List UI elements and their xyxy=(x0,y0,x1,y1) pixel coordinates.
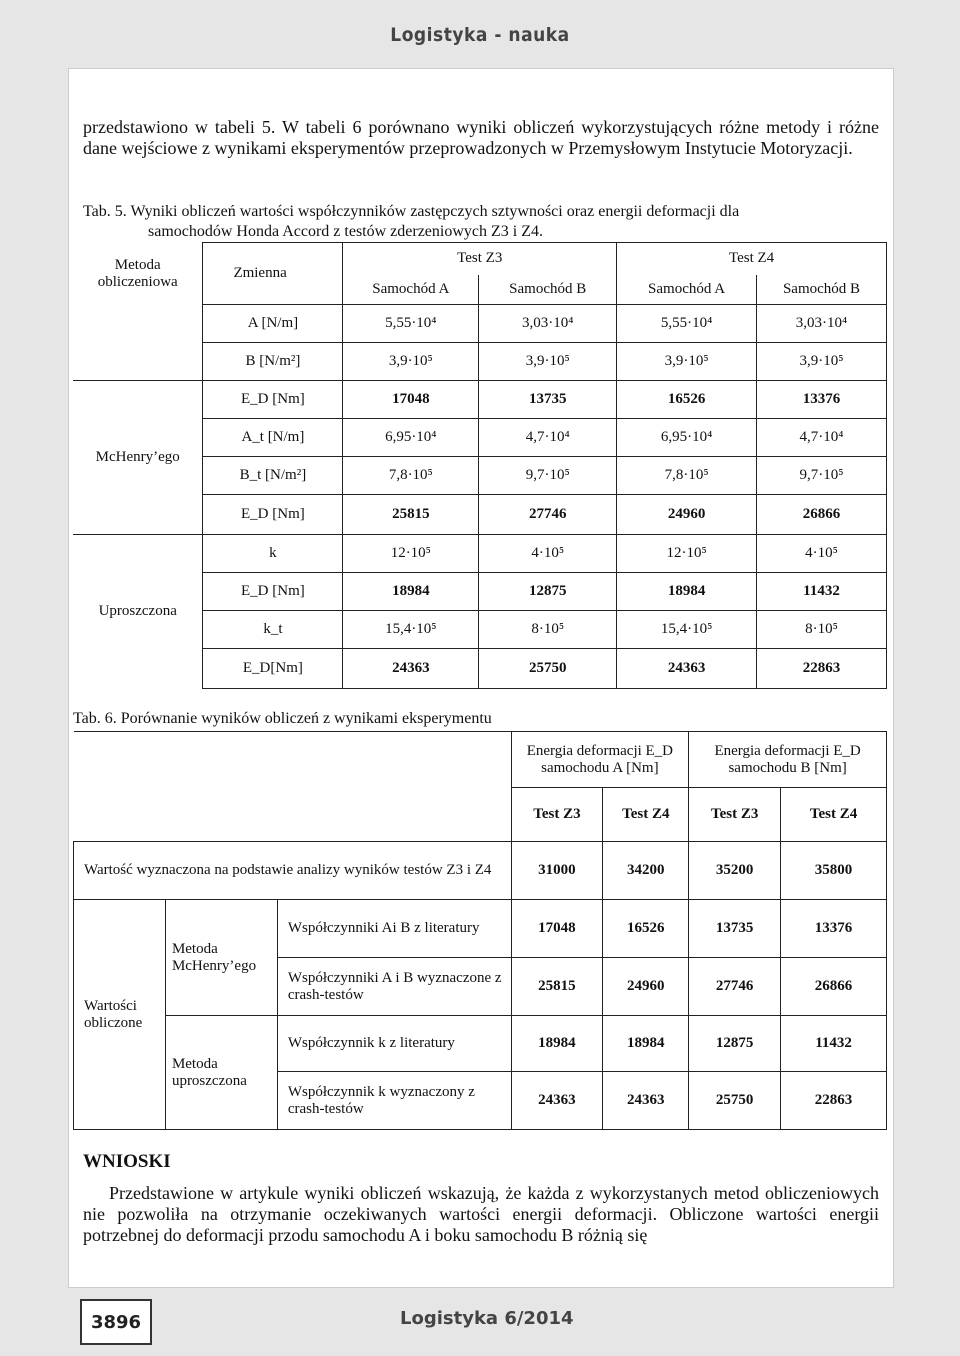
header-samochod-b: Samochód B xyxy=(479,275,617,305)
value-cell: 3,9·10⁵ xyxy=(617,343,757,381)
value-cell: 18984 xyxy=(603,1016,689,1072)
var-cell: E_D [Nm] xyxy=(203,573,343,611)
var-cell: k xyxy=(203,535,343,573)
header-test-z3: Test Z3 xyxy=(343,243,617,275)
value-cell: 35200 xyxy=(689,842,781,900)
value-cell: 4·10⁵ xyxy=(757,535,887,573)
value-cell: 22863 xyxy=(781,1072,887,1130)
header-metoda: Metoda obliczeniowa xyxy=(73,243,203,305)
value-cell: 31000 xyxy=(511,842,603,900)
value-cell: 3,9·10⁵ xyxy=(479,343,617,381)
value-cell: 26866 xyxy=(781,958,887,1016)
header-samochod-b: Samochód B xyxy=(757,275,887,305)
method-uproszczona: Metoda uproszczona xyxy=(165,1016,277,1130)
value-cell: 8·10⁵ xyxy=(757,611,887,649)
running-header: Logistyka - nauka xyxy=(390,24,570,46)
var-cell: k_t xyxy=(203,611,343,649)
value-cell: 7,8·10⁵ xyxy=(343,457,479,495)
tab5-caption-line2: samochodów Honda Accord z testów zderzeniowych Z3 i Z4. xyxy=(148,223,543,240)
header-test-z4: Test Z4 xyxy=(603,788,689,842)
value-cell: 35800 xyxy=(781,842,887,900)
header-samochod-a: Samochód A xyxy=(343,275,479,305)
row-label: Współczynnik k wyznaczony z crash-testów xyxy=(277,1072,511,1130)
method-uproszczona: Uproszczona xyxy=(73,535,203,689)
value-cell: 9,7·10⁵ xyxy=(757,457,887,495)
header-energy-a: Energia deformacji E_D samochodu A [Nm] xyxy=(511,732,689,788)
row-label: Współczynnik k z literatury xyxy=(277,1016,511,1072)
value-cell: 7,8·10⁵ xyxy=(617,457,757,495)
value-cell: 12875 xyxy=(479,573,617,611)
section-heading-wnioski: WNIOSKI xyxy=(83,1151,171,1172)
value-cell: 3,9·10⁵ xyxy=(343,343,479,381)
row-label: Współczynniki A i B wyznaczone z crash-testów xyxy=(277,958,511,1016)
value-cell: 18984 xyxy=(617,573,757,611)
header-energy-b: Energia deformacji E_D samochodu B [Nm] xyxy=(689,732,887,788)
header-test-z4: Test Z4 xyxy=(617,243,887,275)
value-cell: 16526 xyxy=(617,381,757,419)
calculated-values-label: Wartości obliczone xyxy=(74,900,166,1130)
value-cell: 26866 xyxy=(757,495,887,535)
table-5 xyxy=(73,242,887,689)
header-test-z3: Test Z3 xyxy=(511,788,603,842)
experimental-value-label: Wartość wyznaczona na podstawie analizy wyników testów Z3 i Z4 xyxy=(74,842,512,900)
var-cell: A [N/m] xyxy=(203,305,343,343)
value-cell: 8·10⁵ xyxy=(479,611,617,649)
value-cell: 15,4·10⁵ xyxy=(343,611,479,649)
var-cell: A_t [N/m] xyxy=(203,419,343,457)
table-6 xyxy=(73,731,887,1130)
value-cell: 24960 xyxy=(603,958,689,1016)
value-cell: 17048 xyxy=(343,381,479,419)
value-cell: 3,03·10⁴ xyxy=(479,305,617,343)
value-cell: 27746 xyxy=(689,958,781,1016)
value-cell: 18984 xyxy=(343,573,479,611)
value-cell: 9,7·10⁵ xyxy=(479,457,617,495)
value-cell: 5,55·10⁴ xyxy=(343,305,479,343)
var-cell: E_D [Nm] xyxy=(203,381,343,419)
page-number: 3896 xyxy=(80,1299,152,1345)
intro-paragraph: przedstawiono w tabeli 5. W tabeli 6 porównano wyniki obliczeń wykorzystujących różne metody i różne dane wejściowe z wynikami eksperymentów przeprowadzonych w Przemysłowym Instytucie Motoryzacji. xyxy=(83,117,879,158)
value-cell: 18984 xyxy=(511,1016,603,1072)
value-cell: 13735 xyxy=(479,381,617,419)
row-label: Współczynniki Ai B z literatury xyxy=(277,900,511,958)
value-cell: 13376 xyxy=(781,900,887,958)
page xyxy=(68,68,894,1288)
header-zmienna: Zmienna xyxy=(203,243,343,305)
tab6-caption: Tab. 6. Porównanie wyników obliczeń z wynikami eksperymentu xyxy=(73,710,492,727)
value-cell: 11432 xyxy=(781,1016,887,1072)
value-cell: 12·10⁵ xyxy=(617,535,757,573)
value-cell: 25750 xyxy=(479,649,617,689)
value-cell: 5,55·10⁴ xyxy=(617,305,757,343)
value-cell: 13735 xyxy=(689,900,781,958)
value-cell: 11432 xyxy=(757,573,887,611)
value-cell: 12·10⁵ xyxy=(343,535,479,573)
method-mchenry: McHenry’ego xyxy=(73,381,203,535)
value-cell: 25815 xyxy=(511,958,603,1016)
header-test-z3: Test Z3 xyxy=(689,788,781,842)
var-cell: E_D [Nm] xyxy=(203,495,343,535)
value-cell: 3,03·10⁴ xyxy=(757,305,887,343)
value-cell: 6,95·10⁴ xyxy=(617,419,757,457)
var-cell: B_t [N/m²] xyxy=(203,457,343,495)
header-test-z4: Test Z4 xyxy=(781,788,887,842)
value-cell: 25750 xyxy=(689,1072,781,1130)
tab5-caption-line1: Tab. 5. Wyniki obliczeń wartości współczynników zastępczych sztywności oraz energii deformacji dla xyxy=(83,203,740,220)
value-cell: 34200 xyxy=(603,842,689,900)
value-cell: 24960 xyxy=(617,495,757,535)
value-cell: 27746 xyxy=(479,495,617,535)
value-cell: 17048 xyxy=(511,900,603,958)
value-cell: 16526 xyxy=(603,900,689,958)
value-cell: 4,7·10⁴ xyxy=(757,419,887,457)
var-cell: B [N/m²] xyxy=(203,343,343,381)
header-samochod-a: Samochód A xyxy=(617,275,757,305)
value-cell: 6,95·10⁴ xyxy=(343,419,479,457)
method-mchenry: Metoda McHenry’ego xyxy=(165,900,277,1016)
value-cell: 22863 xyxy=(757,649,887,689)
value-cell: 24363 xyxy=(511,1072,603,1130)
value-cell: 24363 xyxy=(617,649,757,689)
value-cell: 4,7·10⁴ xyxy=(479,419,617,457)
value-cell: 4·10⁵ xyxy=(479,535,617,573)
journal-footer: Logistyka 6/2014 xyxy=(400,1308,574,1329)
conclusion-paragraph: Przedstawione w artykule wyniki obliczeń wskazują, że każda z wykorzystanych metod obliczeniowych nie pozwoliła na otrzymanie oczekiwanych wartości energii deformacji. Obliczone wartości energii potrzebnej do deformacji przodu samochodu A i boku samochodu B różnią się xyxy=(83,1183,879,1245)
value-cell: 24363 xyxy=(343,649,479,689)
value-cell: 24363 xyxy=(603,1072,689,1130)
value-cell: 13376 xyxy=(757,381,887,419)
value-cell: 15,4·10⁵ xyxy=(617,611,757,649)
value-cell: 25815 xyxy=(343,495,479,535)
var-cell: E_D[Nm] xyxy=(203,649,343,689)
value-cell: 3,9·10⁵ xyxy=(757,343,887,381)
value-cell: 12875 xyxy=(689,1016,781,1072)
